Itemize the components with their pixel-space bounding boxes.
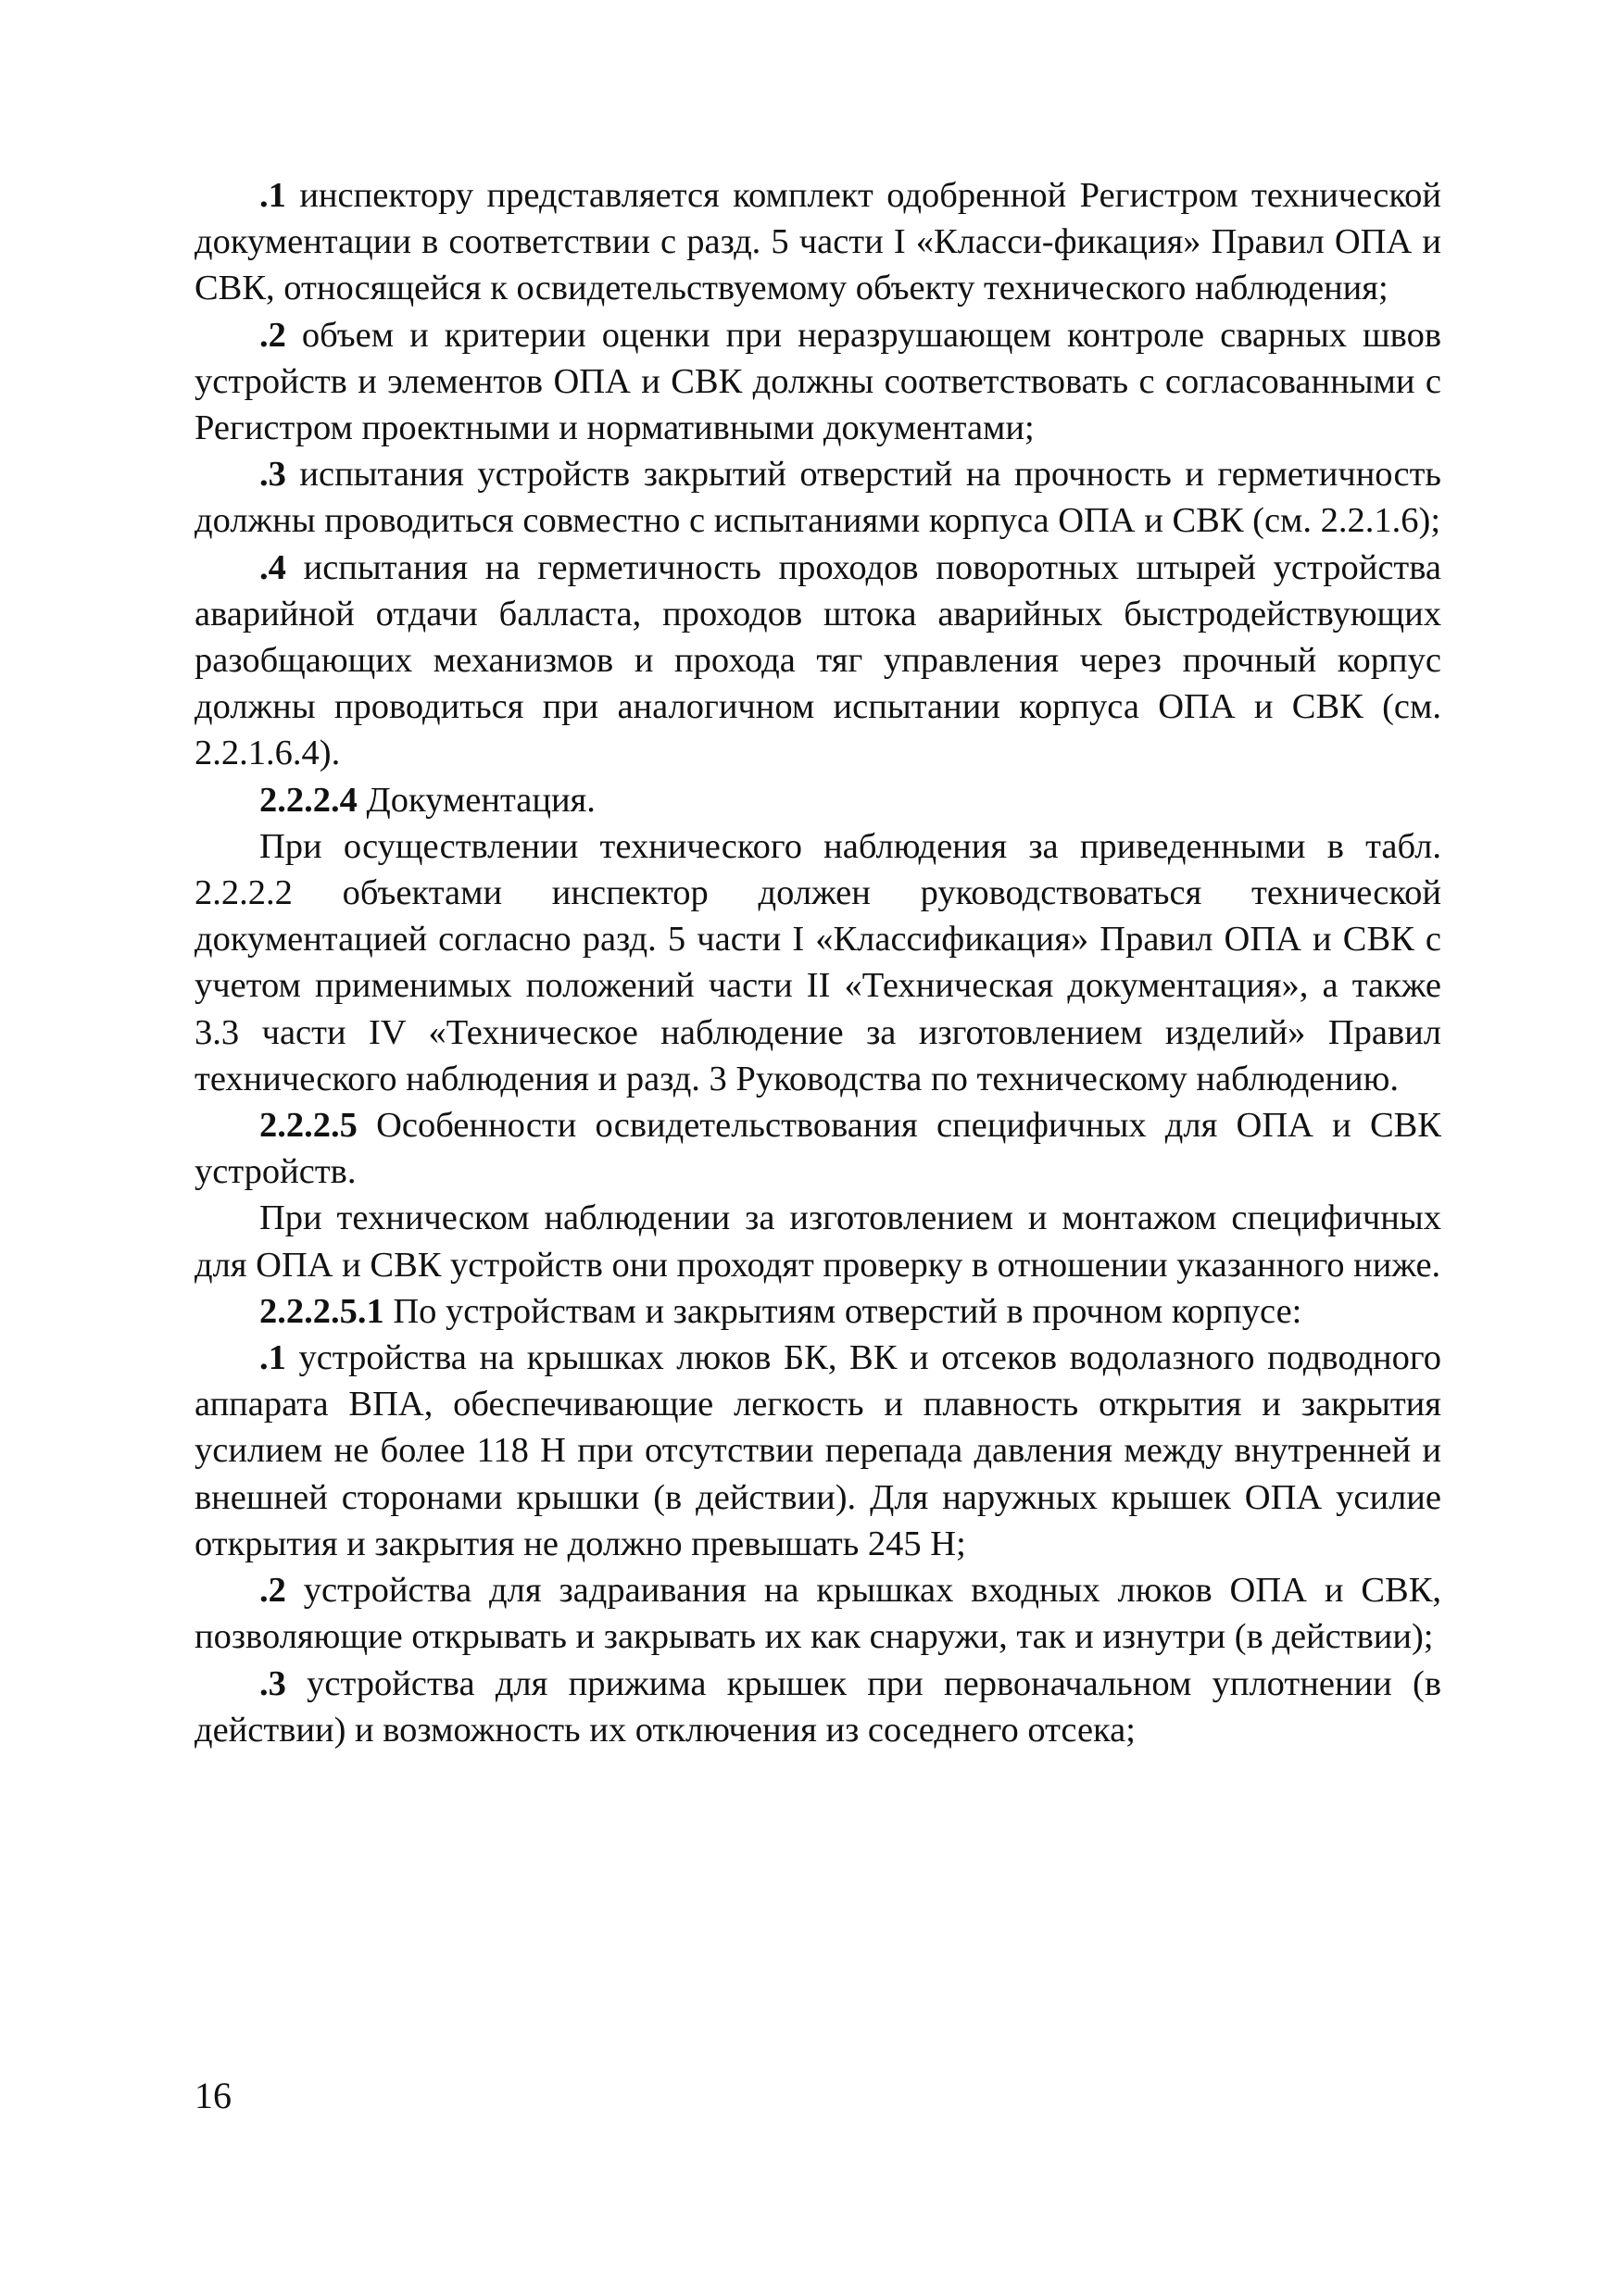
item-number: .1 (259, 176, 286, 215)
paragraph-text: При осуществлении технического наблюдения за приведенными в табл. 2.2.2.2 объектами инспектор должен руководствоваться технической документацией согласно разд. 5 части I «Классификация» Правил ОПА и СВК с учетом применимых положений части II «Техническая документация», а также 3.3 части IV «Техническое наблюдение за изготовлением изделий» Правил технического наблюдения и разд. 3 Руководства по техническому наблюдению. (195, 826, 1441, 1098)
section-title: По устройствам и закрытиям отверстий в прочном корпусе: (383, 1291, 1302, 1331)
item-number: .2 (259, 315, 286, 355)
section-heading (195, 1102, 1441, 1195)
section-number: 2.2.2.4 (259, 780, 358, 820)
section-title: Документация. (357, 780, 596, 820)
paragraph-text: испытания на герметичность проходов поворотных штырей устройства аварийной отдачи балласта, проходов штока аварийных быстродействующих разобщающих механизмов и прохода тяг управления через прочный корпус должны проводиться при аналогичном испытании корпуса ОПА и СВК (см. 2.2.1.6.4). (195, 547, 1441, 773)
page-number: 16 (195, 2075, 232, 2116)
paragraph-text: испытания устройств закрытий отверстий на прочность и герметичность должны проводиться совместно с испытаниями корпуса ОПА и СВК (см. 2.2.1.6); (195, 455, 1441, 541)
paragraph-text: устройства для задраивания на крышках входных люков ОПА и СВК, позволяющие открывать и закрывать их как снаружи, так и изнутри (в действии); (195, 1571, 1441, 1657)
item-number: .4 (259, 547, 286, 587)
paragraph (195, 312, 1441, 452)
paragraph (195, 823, 1441, 1102)
item-number: .3 (259, 1663, 286, 1703)
paragraph-text: устройства на крышках люков БК, ВК и отсеков водолазного подводного аппарата ВПА, обеспечивающие легкость и плавность открытия и закрытия усилием не более 118 Н при отсутствии перепада давления между внутренней и внешней сторонами крышки (в действии). Для наружных крышек ОПА усилие открытия и закрытия не должно превышать 245 Н; (195, 1338, 1441, 1563)
paragraph (195, 1335, 1441, 1567)
paragraph (195, 1195, 1441, 1287)
section-heading (195, 777, 1441, 823)
paragraph-text: При техническом наблюдении за изготовлением и монтажом специфичных для ОПА и СВК устройств они проходят проверку в отношении указанного ниже. (195, 1198, 1441, 1285)
section-number: 2.2.2.5 (259, 1106, 358, 1146)
section-title: Особенности освидетельствования специфичных для ОПА и СВК устройств. (195, 1106, 1441, 1192)
item-number: .2 (259, 1571, 286, 1611)
section-heading (195, 1288, 1441, 1335)
item-number: .1 (259, 1338, 286, 1378)
paragraph (195, 545, 1441, 777)
paragraph (195, 1661, 1441, 1753)
paragraph-text: инспектору представляется комплект одобренной Регистром технической документации в соответствии с разд. 5 части I «Класси-фикация» Правил ОПА и СВК, относящейся к освидетельствуемому объекту технического наблюдения; (195, 176, 1441, 308)
paragraph-text: устройства для прижима крышек при первоначальном уплотнении (в действии) и возможность их отключения из соседнего отсека; (195, 1663, 1441, 1750)
paragraph (195, 1567, 1441, 1660)
section-number: 2.2.2.5.1 (259, 1291, 384, 1331)
page-body (195, 172, 1441, 1753)
item-number: .3 (259, 455, 286, 495)
paragraph-text: объем и критерии оценки при неразрушающем контроле сварных швов устройств и элементов ОПА и СВК должны соответствовать с согласованными с Регистром проектными и нормативными документами; (195, 315, 1441, 448)
paragraph (195, 172, 1441, 312)
paragraph (195, 451, 1441, 544)
